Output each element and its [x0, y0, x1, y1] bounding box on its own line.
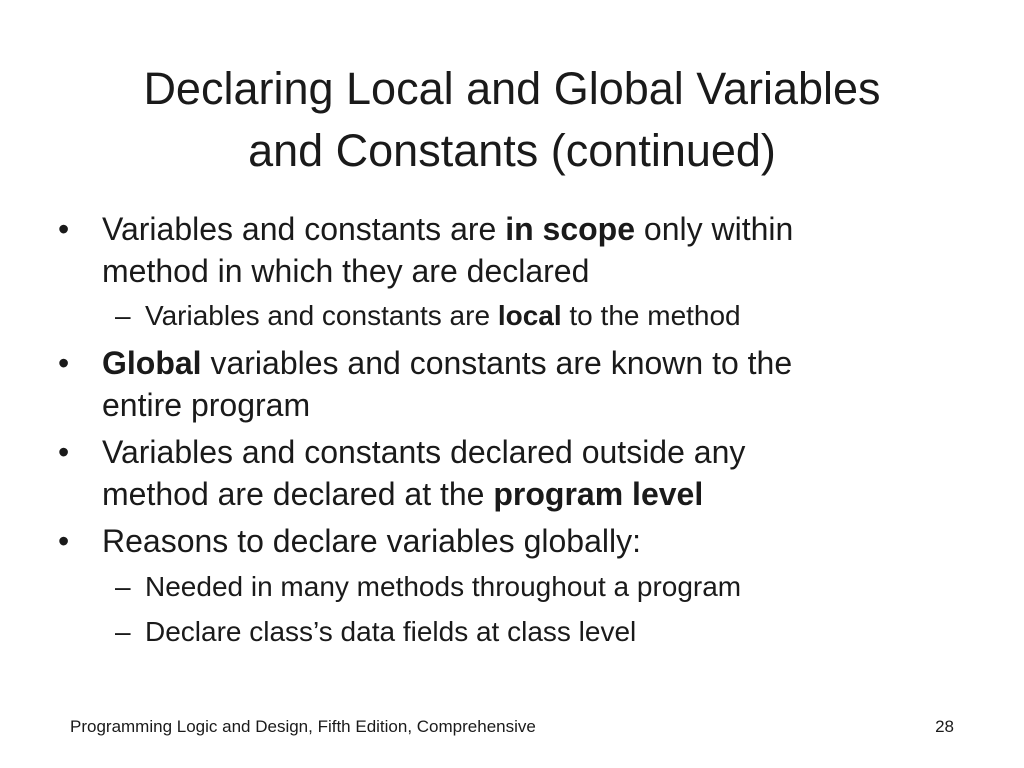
- bullet-line: entire program: [102, 387, 311, 423]
- bold-term: in scope: [505, 211, 636, 247]
- slide-title-line-2: and Constants (continued): [248, 125, 776, 176]
- bullet-marker: •: [58, 434, 70, 470]
- bullet-line: Variables and constants declared outside any: [102, 434, 746, 470]
- text-run: to the method: [561, 300, 741, 331]
- bullet-line: Reasons to declare variables globally:: [102, 523, 641, 559]
- text-run: only within: [635, 211, 794, 247]
- subbullet-text: Needed in many methods throughout a program: [145, 571, 742, 602]
- dash-marker: –: [115, 300, 131, 331]
- bullet-line: [102, 473, 962, 515]
- bullet-text: [102, 208, 962, 292]
- bullet-line: [102, 208, 962, 250]
- bullet-text: [102, 342, 962, 426]
- bullet-marker: •: [58, 211, 70, 247]
- slide-title-line-1: Declaring Local and Global Variables: [143, 63, 881, 114]
- text-run: method are declared at the: [102, 476, 494, 512]
- text-run: Variables and constants are: [102, 211, 506, 247]
- bold-term: program level: [493, 476, 704, 512]
- text-run: Variables and constants are: [145, 300, 498, 331]
- subbullet-text: [145, 299, 985, 333]
- bullet-marker: •: [58, 523, 70, 559]
- dash-marker: –: [115, 616, 131, 647]
- bullet-text: [102, 431, 962, 515]
- bullet-text: [102, 520, 962, 562]
- bullet-line: [102, 342, 962, 384]
- footer-book-title: Programming Logic and Design, Fifth Edition, Comprehensive: [70, 717, 536, 736]
- dash-marker: –: [115, 571, 131, 602]
- bold-term: local: [497, 300, 562, 331]
- footer-page-number: 28: [935, 717, 954, 736]
- bullet-marker: •: [58, 345, 70, 381]
- bold-term: Global: [102, 345, 202, 381]
- text-run: variables and constants are known to the: [201, 345, 793, 381]
- subbullet-text: Declare class’s data fields at class level: [145, 616, 637, 647]
- bullet-line: method in which they are declared: [102, 253, 590, 289]
- slide-title: [40, 58, 984, 182]
